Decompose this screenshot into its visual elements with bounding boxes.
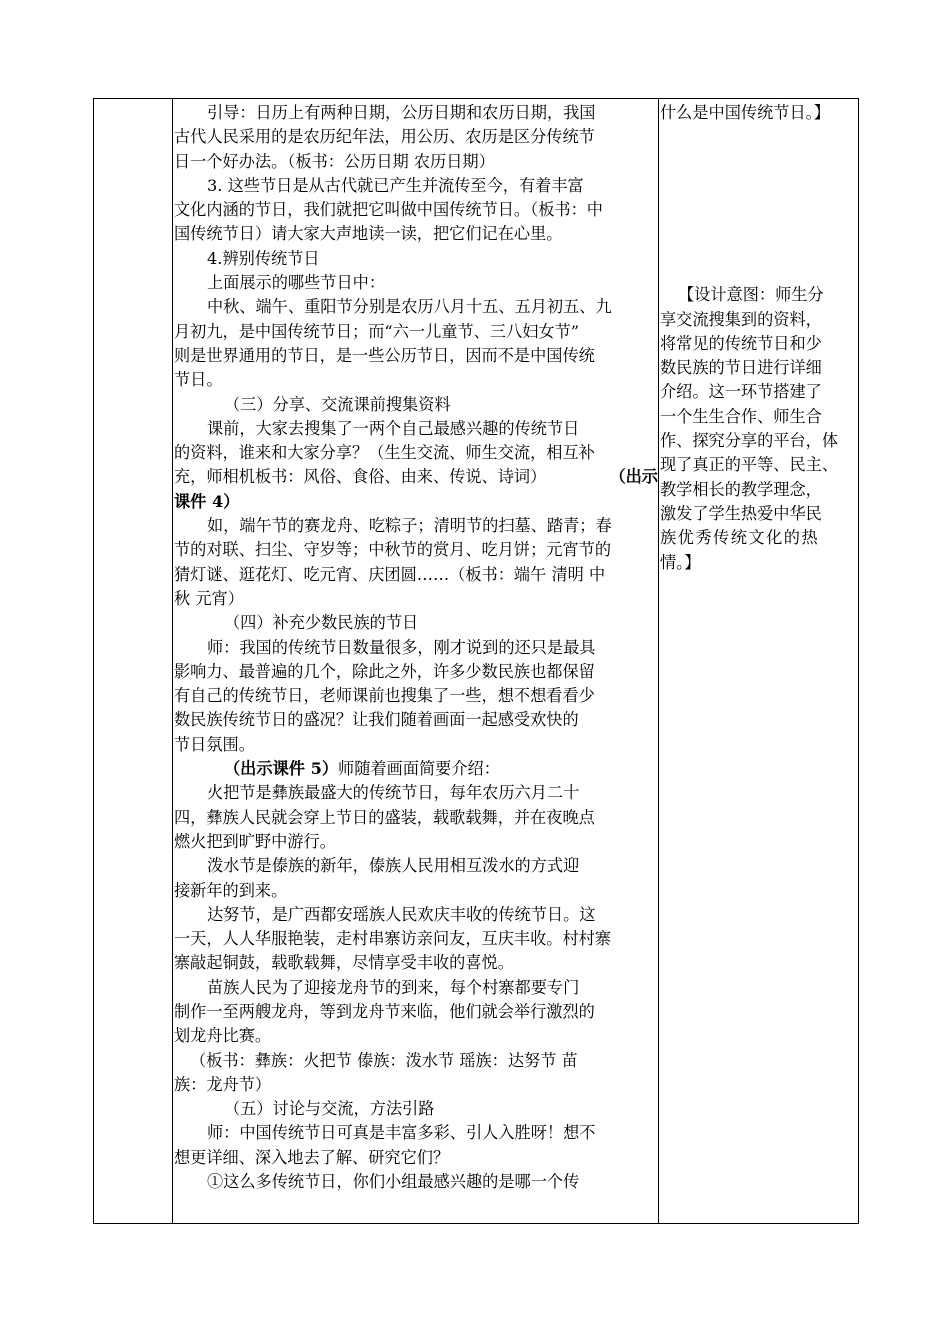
lesson-content-column	[174, 101, 658, 1194]
note-line: 一个生生合作、师生合	[660, 406, 822, 426]
text-line: 古代人民采用的是农历纪年法，用公历、农历是区分传统节	[174, 127, 595, 147]
text-line: 秋 元宵）	[174, 588, 244, 608]
section-heading: 4.辨别传统节日	[207, 248, 320, 268]
text-line: 师：中国传统节日可真是丰富多彩、引人入胜呀！想不	[207, 1123, 596, 1143]
text-line: 如，端午节的赛龙舟、吃粽子；清明节的扫墓、踏青；春	[207, 516, 612, 536]
text-line: 日一个好办法。（板书：公历日期 农历日期）	[174, 151, 495, 171]
text-line: 的资料，谁来和大家分享？（生生交流、师生交流，相互补	[174, 443, 595, 463]
courseware-marker: 课件 4）	[174, 491, 240, 511]
text-line: 燃火把到旷野中游行。	[174, 831, 336, 851]
text-line: 3. 这些节日是从古代就已产生并流传至今，有着丰富	[207, 175, 584, 195]
text-line: 想更详细、深入地去了解、研究它们？	[174, 1147, 450, 1167]
note-line: 作、探究分享的平台，体	[660, 431, 839, 451]
courseware-marker: （出示	[609, 467, 658, 487]
note-line: 情。】	[660, 552, 701, 572]
section-heading: （五）讨论与交流，方法引路	[224, 1099, 435, 1119]
text-line: 火把节是彝族最盛大的传统节日，每年农历六月二十	[207, 783, 580, 803]
text-line: 则是世界通用的节日，是一些公历节日，因而不是中国传统	[174, 345, 595, 365]
note-line: 将常见的传统节日和少	[660, 333, 822, 353]
text-line: 课前，大家去搜集了一两个自己最感兴趣的传统节日	[207, 418, 580, 438]
text-line: 泼水节是傣族的新年，傣族人民用相互泼水的方式迎	[207, 856, 580, 876]
text-line: 节日。	[174, 370, 223, 390]
text-line: 引导：日历上有两种日期，公历日期和农历日期，我国	[207, 103, 596, 122]
text-line: 有自己的传统节日，老师课前也搜集了一些，想不想看看少	[174, 686, 595, 706]
text-line: 中秋、端午、重阳节分别是农历八月十五、五月初五、九	[207, 297, 612, 317]
note-line: 数民族的节日进行详细	[660, 358, 822, 378]
text-span: 师随着画面简要介绍：	[338, 759, 500, 779]
text-span: 充，师相机板书：风俗、食俗、由来、传说、诗词）	[174, 467, 547, 487]
text-line: 猜灯谜、逛花灯、吃元宵、庆团圆……（板书：端午 清明 中	[174, 564, 606, 584]
text-line: 族：龙舟节）	[174, 1074, 272, 1094]
column-divider-right	[658, 99, 659, 1223]
text-line	[174, 757, 658, 781]
text-line: 达努节，是广西都安瑶族人民欢庆丰收的传统节日。这	[207, 904, 596, 924]
note-spacer	[660, 125, 856, 283]
text-line: 节日氛围。	[174, 734, 255, 754]
lesson-table	[93, 98, 859, 1224]
note-line: 激发了学生热爱中华民	[660, 503, 822, 523]
text-line: 四，彝族人民就会穿上节日的盛装，载歌载舞，并在夜晚点	[174, 807, 595, 827]
column-divider-left	[172, 99, 173, 1223]
section-heading: （四）补充少数民族的节日	[224, 613, 419, 633]
text-line: 划龙舟比赛。	[174, 1026, 272, 1046]
note-line: 现了真正的平等、民主、	[660, 455, 839, 475]
note-line: 【设计意图：师生分	[678, 285, 824, 305]
text-line: 影响力、最普遍的几个，除此之外，许多少数民族也都保留	[174, 661, 595, 681]
text-line: 一天，人人华服艳装，走村串寨访亲问友，互庆丰收。村村寨	[174, 929, 612, 949]
text-line: 月初九，是中国传统节日；而“六一儿童节、三八妇女节”	[174, 321, 580, 341]
design-notes-column	[660, 101, 856, 575]
note-line: 享交流搜集到的资料，	[660, 309, 822, 329]
text-line: 师：我国的传统节日数量很多，刚才说到的还只是最具	[207, 637, 596, 657]
text-line	[174, 465, 658, 489]
text-line: 文化内涵的节日，我们就把它叫做中国传统节日。（板书：中	[174, 200, 603, 220]
text-line: 上面展示的哪些节日中：	[207, 273, 386, 293]
text-line: 苗族人民为了迎接龙舟节的到来，每个村寨都要专门	[207, 977, 580, 997]
text-line: 节的对联、扫尘、守岁等；中秋节的赏月、吃月饼；元宵节的	[174, 540, 612, 560]
text-line: 制作一至两艘龙舟，等到龙舟节来临，他们就会举行激烈的	[174, 1001, 595, 1021]
text-line: 寨敲起铜鼓，载歌载舞，尽情享受丰收的喜悦。	[174, 953, 514, 973]
text-line: 国传统节日）请大家大声地读一读，把它们记在心里。	[174, 224, 563, 244]
text-line: ①这么多传统节日，你们小组最感兴趣的是哪一个传	[207, 1172, 580, 1192]
note-line: 什么是中国传统节日。】	[660, 103, 830, 122]
text-line: （板书：彝族：火把节 傣族：泼水节 瑶族：达努节 苗	[190, 1050, 578, 1070]
note-line: 教学相长的教学理念，	[660, 479, 822, 499]
text-line: 数民族传统节日的盛况？让我们随着画面一起感受欢快的	[174, 710, 579, 730]
note-line: 介绍。这一环节搭建了	[660, 382, 822, 402]
text-line: 接新年的到来。	[174, 880, 288, 900]
courseware-marker: （出示课件 5）	[224, 759, 339, 779]
section-heading: （三）分享、交流课前搜集资料	[224, 394, 451, 414]
note-line: 族优秀传统文化的热	[660, 528, 820, 548]
